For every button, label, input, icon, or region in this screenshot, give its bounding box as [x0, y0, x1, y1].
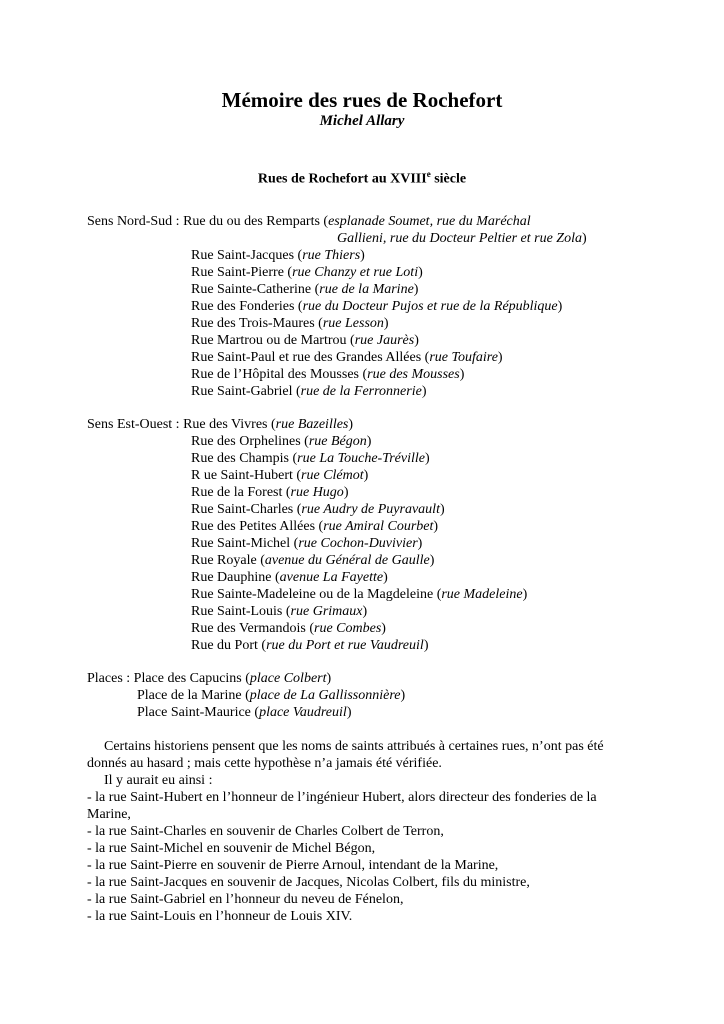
est-ouest-first-line: Sens Est-Ouest : Rue des Vivres (rue Bazeilles): [87, 417, 354, 432]
street-entry: Rue des Trois-Maures (rue Lesson): [191, 316, 389, 331]
est-ouest-list: [191, 433, 527, 654]
nord-sud-label: Sens Nord-Sud :: [87, 214, 184, 229]
place-entry: Place Saint-Maurice (place Vaudreuil): [137, 705, 352, 720]
list-item: - la rue Saint-Louis en l’honneur de Louis XIV.: [87, 909, 353, 924]
street-entry: Rue Saint-Gabriel (rue de la Ferronnerie): [191, 384, 427, 399]
street-entry: Rue de l’Hôpital des Mousses (rue des Mousses): [191, 367, 465, 382]
est-ouest-label: Sens Est-Ouest :: [87, 417, 184, 432]
street-entry: Rue Saint-Jacques (rue Thiers): [191, 248, 365, 263]
street-entry: Rue Saint-Pierre (rue Chanzy et rue Loti): [191, 265, 423, 280]
author-name: Michel Allary: [319, 113, 405, 129]
places-section: [87, 670, 331, 687]
street-entry: Rue Saint-Michel (rue Cochon-Duvivier): [191, 536, 423, 551]
street-entry: Rue Sainte-Catherine (rue de la Marine): [191, 282, 419, 297]
section-heading: Rues de Rochefort au XVIIIe siècle: [257, 169, 467, 187]
street-entry: Rue des Vermandois (rue Combes): [191, 621, 386, 636]
place-entry: Place de la Marine (place de La Gallissonnière): [137, 688, 406, 703]
street-entry: Rue du Port (rue du Port et rue Vaudreuil): [191, 638, 429, 653]
street-entry: Rue Martrou ou de Martrou (rue Jaurès): [191, 333, 419, 348]
list-item: - la rue Saint-Pierre en souvenir de Pierre Arnoul, intendant de la Marine,: [87, 858, 499, 873]
paragraph-historians: Certains historiens pensent que les noms de saints attribués à certaines rues, n’ont pas été donnés au hasard ; mais cette hypothèse n’a jamais été vérifiée. Il y aurait eu ainsi :: [87, 739, 604, 788]
street-entry: Rue Dauphine (avenue La Fayette): [191, 570, 388, 585]
street-entry: R ue Saint-Hubert (rue Clémot): [191, 468, 369, 483]
street-entry: Rue Royale (avenue du Général de Gaulle): [191, 553, 435, 568]
nord-sud-list: [191, 247, 562, 400]
street-entry: Rue Saint-Paul et rue des Grandes Allées (rue Toufaire): [191, 350, 503, 365]
street-entry: Rue des Orphelines (rue Bégon): [191, 434, 372, 449]
places-first-line: Places : Place des Capucins (place Colbert): [87, 671, 332, 686]
est-ouest-section: [87, 416, 353, 433]
list-item-continuation: Marine,: [87, 807, 131, 822]
document-title: Mémoire des rues de Rochefort: [221, 88, 503, 112]
places-label: Places :: [87, 671, 134, 686]
street-entry: Rue des Petites Allées (rue Amiral Courbet): [191, 519, 439, 534]
list-item: - la rue Saint-Gabriel en l’honneur du neveu de Fénelon,: [87, 892, 404, 907]
list-item: - la rue Saint-Charles en souvenir de Charles Colbert de Terron,: [87, 824, 444, 839]
saints-list: [87, 789, 639, 925]
street-entry: Rue Saint-Louis (rue Grimaux): [191, 604, 368, 619]
street-entry: Rue des Fonderies (rue du Docteur Pujos et rue de la République): [191, 299, 563, 314]
street-entry: Rue Sainte-Madeleine ou de la Magdeleine (rue Madeleine): [191, 587, 528, 602]
street-entry: Rue des Champis (rue La Touche-Tréville): [191, 451, 430, 466]
list-item: - la rue Saint-Michel en souvenir de Michel Bégon,: [87, 841, 376, 856]
list-item: - la rue Saint-Hubert en l’honneur de l’ingénieur Hubert, alors directeur des fonderies de la: [87, 790, 597, 805]
street-entry: Rue de la Forest (rue Hugo): [191, 485, 349, 500]
places-list: [137, 687, 405, 721]
nord-sud-first-line: Sens Nord-Sud : Rue du ou des Remparts (esplanade Soumet, rue du Maréchal: [87, 214, 531, 229]
nord-sud-first-continuation: Gallieni, rue du Docteur Peltier et rue Zola): [337, 231, 587, 246]
list-item: - la rue Saint-Jacques en souvenir de Jacques, Nicolas Colbert, fils du ministre,: [87, 875, 530, 890]
nord-sud-section: [87, 213, 531, 230]
street-entry: Rue Saint-Charles (rue Audry de Puyravault): [191, 502, 445, 517]
